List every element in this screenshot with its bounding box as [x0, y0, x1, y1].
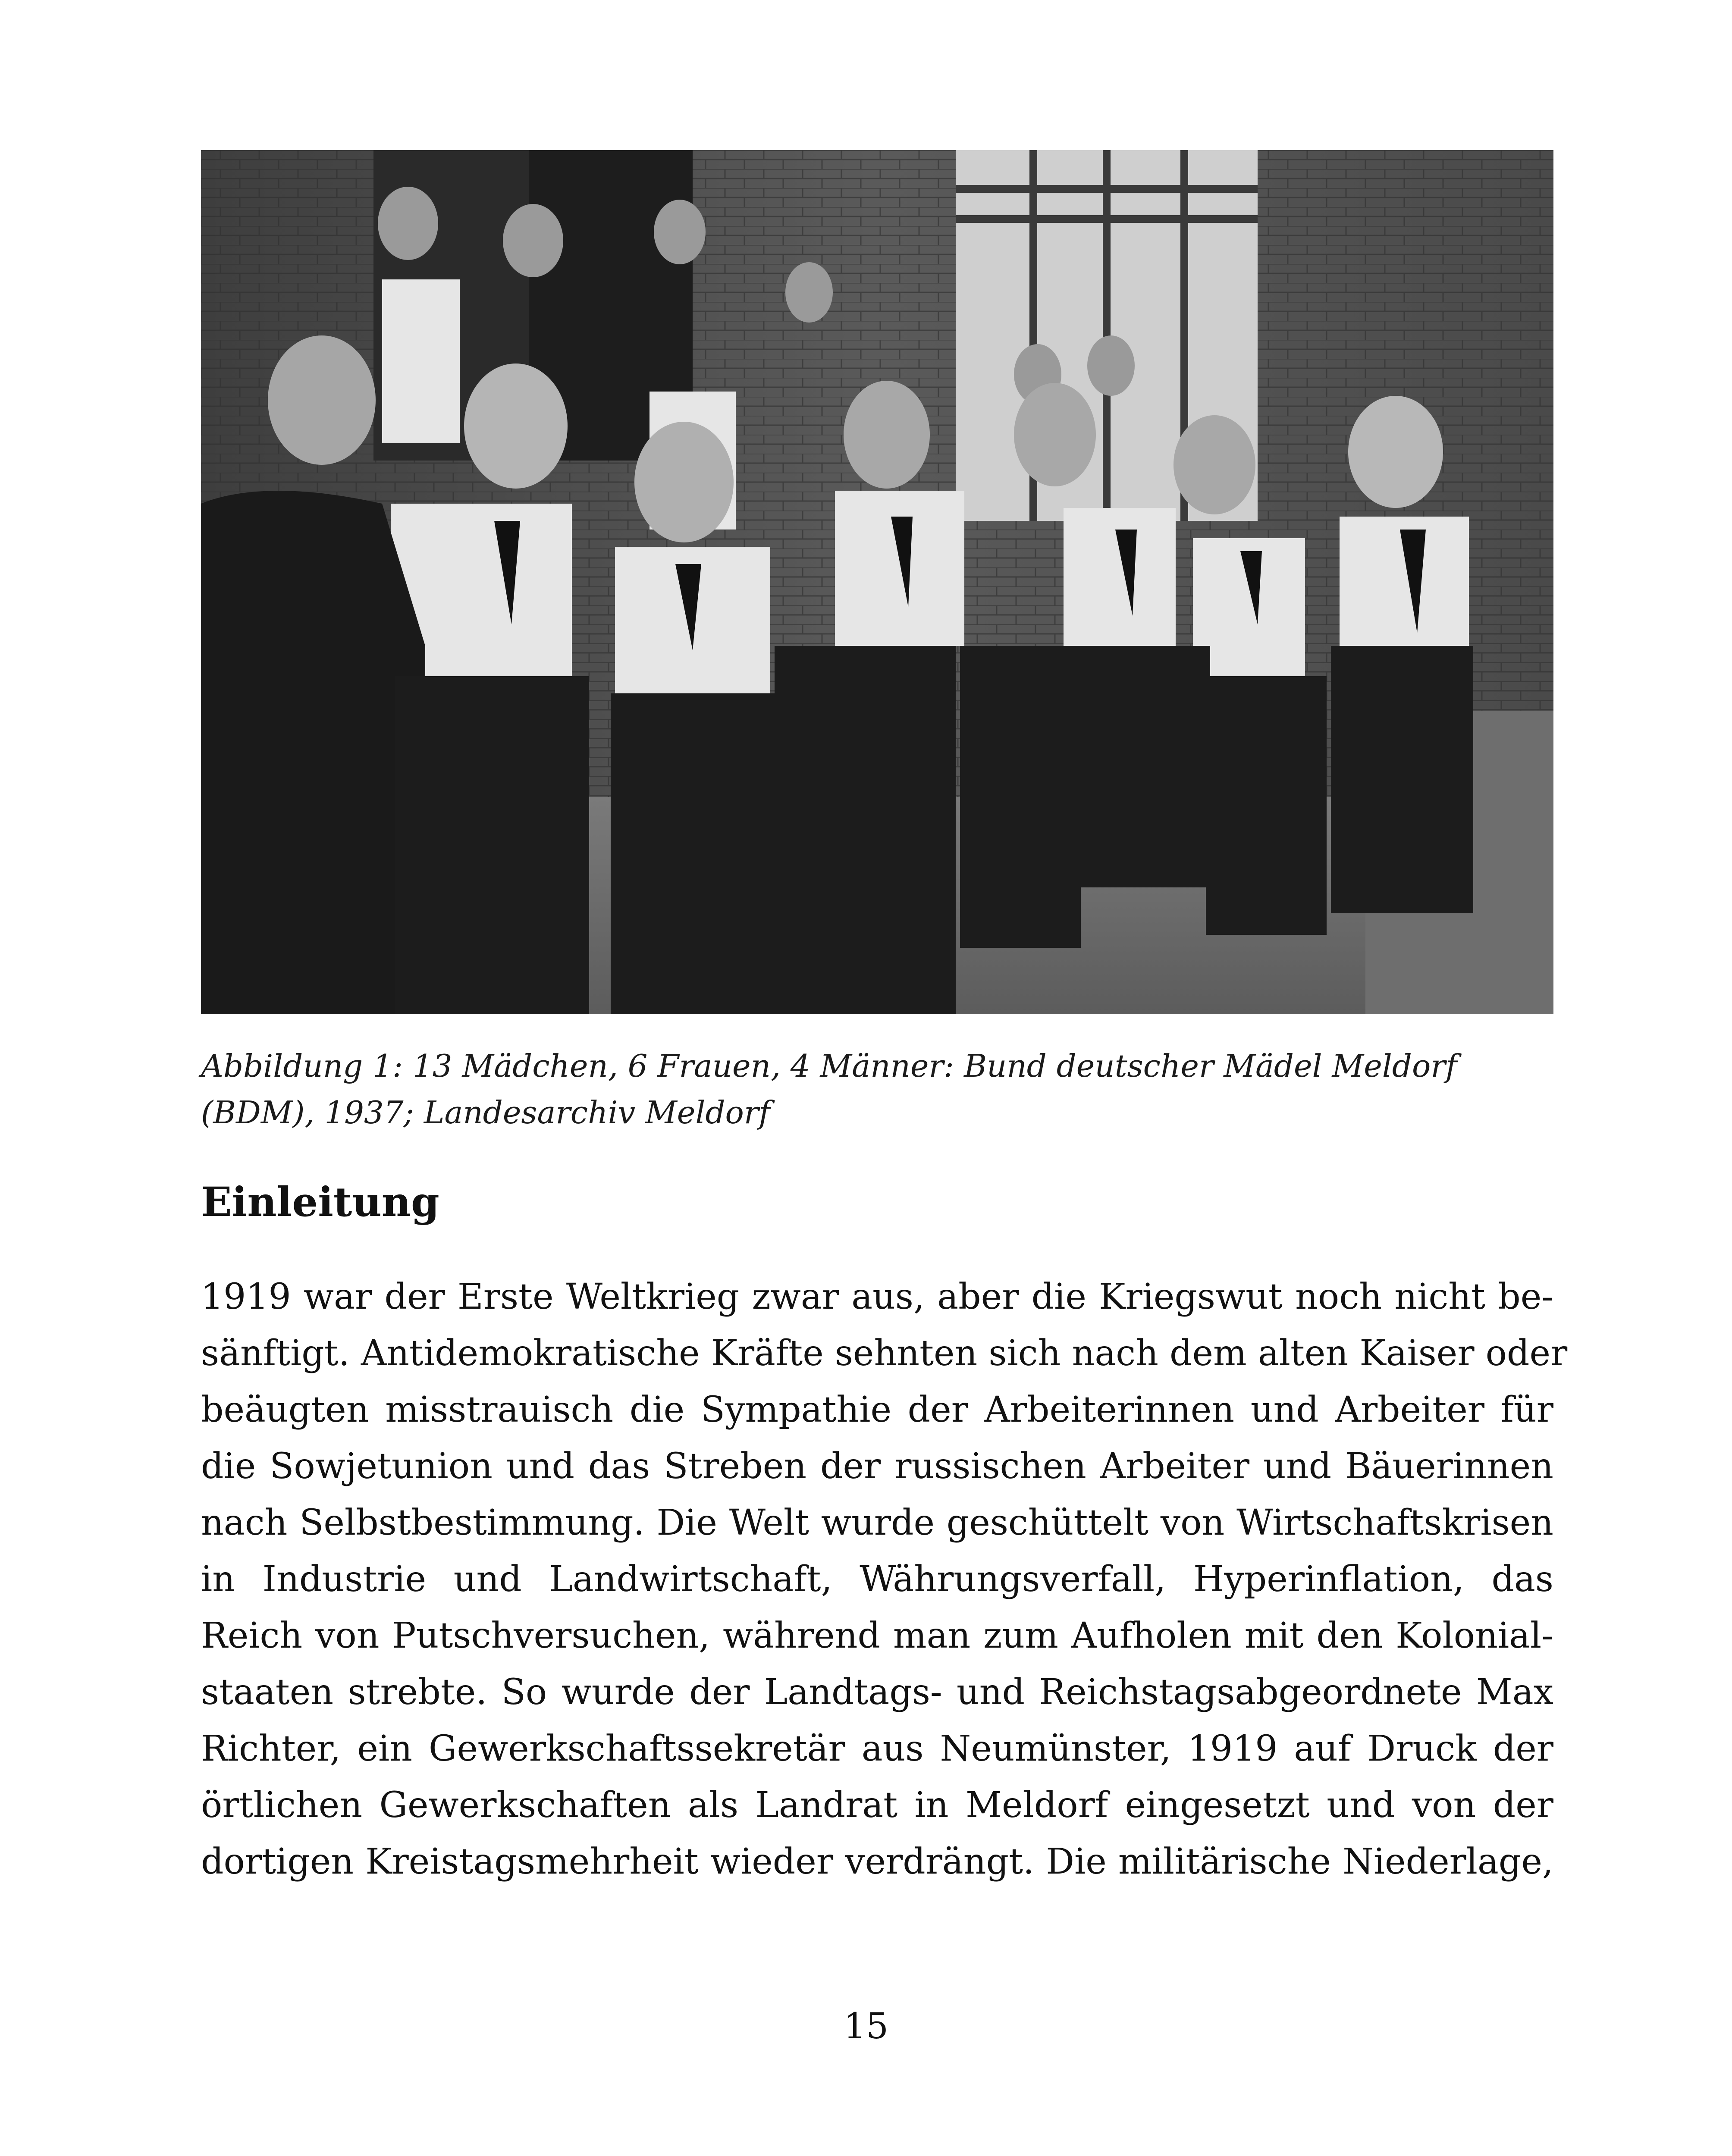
caption-line: (BDM), 1937; Landesarchiv Meldorf — [201, 1094, 770, 1131]
body-line: in Industrie und Landwirtschaft, Währungsverfall, Hyperinflation, das — [201, 1559, 1553, 1600]
body-paragraph — [201, 1269, 1568, 1890]
photo-illustration — [201, 150, 1553, 1014]
page-number: 15 — [843, 2006, 889, 2047]
section-heading: Einleitung — [201, 1178, 439, 1226]
group-photograph — [201, 150, 1553, 1014]
caption-line: Abbildung 1: 13 Mädchen, 6 Frauen, 4 Männer: Bund deutscher Mädel Meldorf — [201, 1048, 1457, 1084]
body-line: nach Selbstbestimmung. Die Welt wurde geschüttelt von Wirtschaftskrisen — [201, 1502, 1553, 1543]
body-line: die Sowjetunion und das Streben der russischen Arbeiter und Bäuerinnen — [201, 1446, 1553, 1487]
body-line: beäugten misstrauisch die Sympathie der Arbeiterinnen und Arbeiter für — [201, 1389, 1553, 1430]
body-line: Reich von Putschversuchen, während man zum Aufholen mit den Kolonial- — [201, 1615, 1553, 1656]
body-line: örtlichen Gewerkschaften als Landrat in Meldorf eingesetzt und von der — [201, 1785, 1553, 1826]
body-line: dortigen Kreistagsmehrheit wieder verdrängt. Die militärische Niederlage, — [201, 1841, 1553, 1882]
body-line: sänftigt. Antidemokratische Kräfte sehnten sich nach dem alten Kaiser oder — [201, 1333, 1568, 1374]
body-line: 1919 war der Erste Weltkrieg zwar aus, aber die Kriegswut noch nicht be- — [201, 1276, 1553, 1317]
body-line: staaten strebte. So wurde der Landtags- und Reichstagsabgeordnete Max — [201, 1672, 1553, 1713]
body-line: Richter, ein Gewerkschaftssekretär aus Neumünster, 1919 auf Druck der — [201, 1728, 1553, 1769]
figure-caption — [201, 1043, 1553, 1136]
